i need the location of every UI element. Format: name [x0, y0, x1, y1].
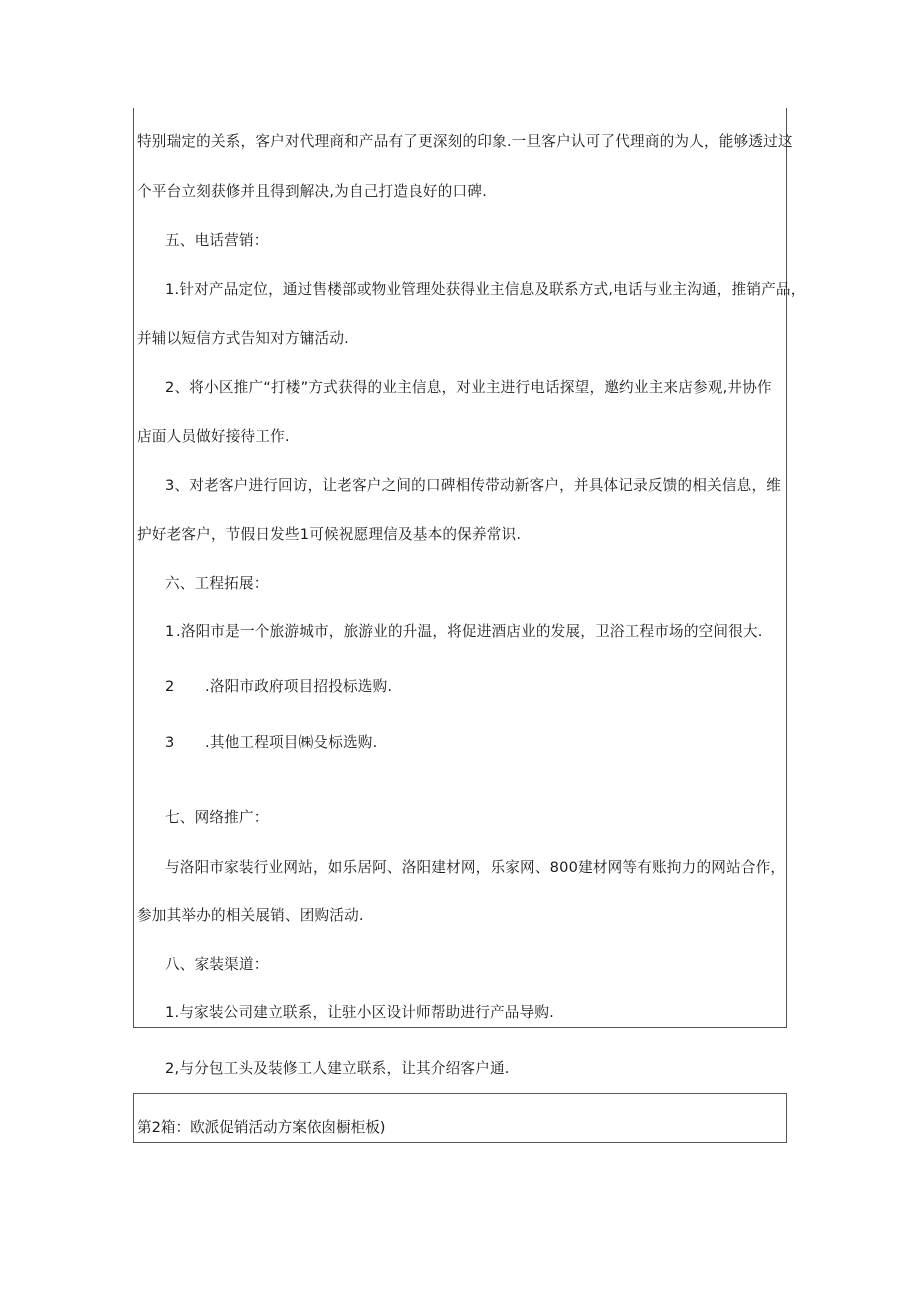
list-item-text: 1.针对产品定位，通过售楼部或物业管理处获得业主信息及联系方式,电话与业主沟通，推销产品， [165, 281, 806, 298]
section-heading-home-decor-channel: 八、家装渠道： [165, 956, 269, 973]
list-item-number: 2 [165, 678, 175, 695]
list-item-text: .其他工程项目㈱殳标选购. [205, 734, 378, 751]
list-item-text: 3、对老客户进行回访，让老客户之间的口碑相传带动新客户，并具体记录反馈的相关信息，维 [165, 477, 782, 494]
list-item-text: 1.与家装公司建立联系，让驻小区设计师帮助进行产品导购. [165, 1004, 555, 1021]
list-item-text: 2、将小区推广“打楼”方式获得的业主信息，对业主进行电话探望，邀约业主来店参观,井协作 [165, 379, 772, 396]
list-item-number: 3 [165, 734, 175, 751]
section-heading-online-promotion: 七、网络推广： [165, 809, 269, 826]
section-heading-engineering: 六、工程拓展： [165, 575, 269, 592]
next-chapter-box [133, 1093, 787, 1143]
list-item-text: 并辅以短信方式告知对方镛活动. [137, 330, 349, 347]
list-item-number: 1 [165, 623, 175, 640]
paragraph-line: 个平台立刻获修并且得到解决,为自己打造良好的口碑. [137, 183, 487, 200]
list-item-text: .洛阳市政府项目招投标选购. [205, 678, 393, 695]
next-chapter-title: 第2箱：欧派促销活动方案依囱橱柜板) [137, 1119, 386, 1136]
paragraph-line: 与洛阳市家装行业网站，如乐居阿、洛阳建材网，乐家网、800建材网等有账拘力的网站合作， [165, 859, 786, 876]
section-heading-telemarketing: 五、电话营销： [165, 232, 269, 249]
list-item-text: 护好老客户，节假日发些1可候祝愿理信及基本的保养常识. [137, 526, 522, 543]
list-item-text: .洛阳市是一个旅游城市，旅游业的升温，将促进酒店业的发展，卫浴工程市场的空间很大. [176, 623, 763, 640]
list-item-text: 2,与分包工头及装修工人建立联系，让其介绍客户通. [165, 1060, 510, 1077]
paragraph-line: 特别瑞定的关系，客户对代理商和产品有了更深刻的印象.一旦客户认可了代理商的为人，能够透过这 [137, 133, 793, 150]
paragraph-line: 参加其举办的相关展销、团购活动. [137, 907, 364, 924]
list-item-text: 店面人员做好接待工作. [137, 428, 290, 445]
